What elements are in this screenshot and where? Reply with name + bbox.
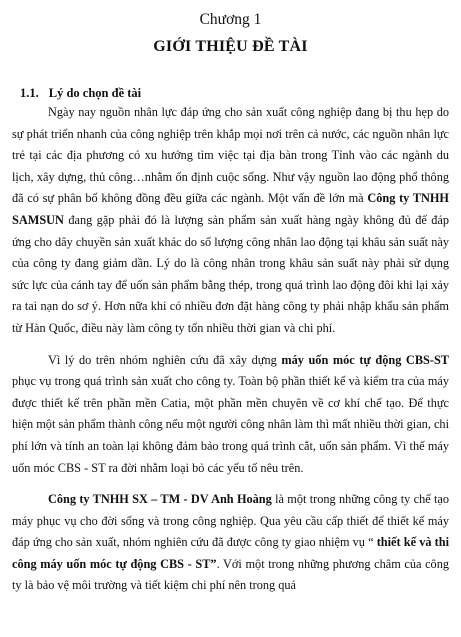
paragraph-1-text: Ngày nay nguồn nhân lực đáp ứng cho sản xuất công nghiệp đang bị thu hẹp do sự phát triển nhanh của công nghiệp trên khắp mọi nơi trên cả nước, các nguồn nhân lực trẻ tại các địa phương có xu hướng tìm việc tại địa bàn trong Tỉnh vào các ngành du lịch, xây dựng, thủ công…nhằm ổn định cuộc sống. Như vậy nguồn lao động phổ thông đã có sự phân bố không đồng đều giữa các ngành. Một vấn đề lớn mà [12,105,449,206]
paragraph-1-rest: đang gặp phải đó là lượng sản phẩm sản xuất hàng ngày không đủ để đáp ứng cho dây chuyền sản xuất khác do số lượng công nhân lao động tại khâu sản suất này của công ty đang giảm dần. Lý do là công nhân trong khâu sản suất này phải sử dụng sức lực của cánh tay để uốn sản phẩm bằng thép, trong quá trình lao động đôi khi lại xảy ra tai nạn do sơ ý. Hơn nữa khi có nhiều đơn đặt hàng công ty phải nhập khẩu sản phẩm từ Hàn Quốc, điều này làm công ty tốn nhiều thời gian và chi phí. [12,212,449,335]
paragraph-2-machine: máy uốn móc tự động CBS-ST [281,352,449,367]
chapter-label: Chương 1 [199,11,262,28]
paragraph-3-company: Công ty TNHH SX – TM - DV Anh Hoàng [48,492,272,507]
paragraph-1 [12,102,449,340]
paragraph-1-company: Công ty TNHH SAMSUN [12,191,449,227]
paragraph-2-rest: phục vụ trong quá trình sản xuất cho công ty. Toàn bộ phần thiết kế và kiểm tra của máy được thiết kế trên phần mền Catia, một phần mền chuyên về cơ khí chế tạo. Để thực hiện một sản phẩm thành công nếu một người công nhân làm thì mất nhiều thời gian, chi phí lớn và tính an toàn lại không đảm bảo trong quá trình cắt, uốn sản phẩm. Vì thế máy uốn móc CBS - ST ra đời nhằm loại bỏ các yếu tố nêu trên. [12,374,450,475]
paragraph-3-rest: . Với một trong những phương châm của công ty là bảo vệ môi trường và tiết kiệm chi phí nên trong quá [12,556,450,593]
paragraph-3-text: là một trong những công ty chế tạo máy phục vụ cho đời sống và trong công nghiệp. Qua yêu cầu cấp thiết để thiết kế máy đáp ứng cho sản xuất, nhóm nghiên cứu đã được công ty giao nhiệm vụ “ [12,492,449,550]
chapter-title: GIỚI THIỆU ĐỀ TÀI [153,38,308,55]
section-number: 1.1. [20,86,39,100]
paragraph-3-task: thiết kế và thi công máy uốn móc tự động CBS - ST” [12,535,449,571]
section-heading [12,84,449,102]
section-title: Lý do chọn đề tài [48,86,142,100]
paragraph-3 [12,489,449,597]
paragraph-2-text: Vì lý do trên nhóm nghiên cứu đã xây dựng [48,352,282,367]
paragraph-2 [12,350,449,480]
